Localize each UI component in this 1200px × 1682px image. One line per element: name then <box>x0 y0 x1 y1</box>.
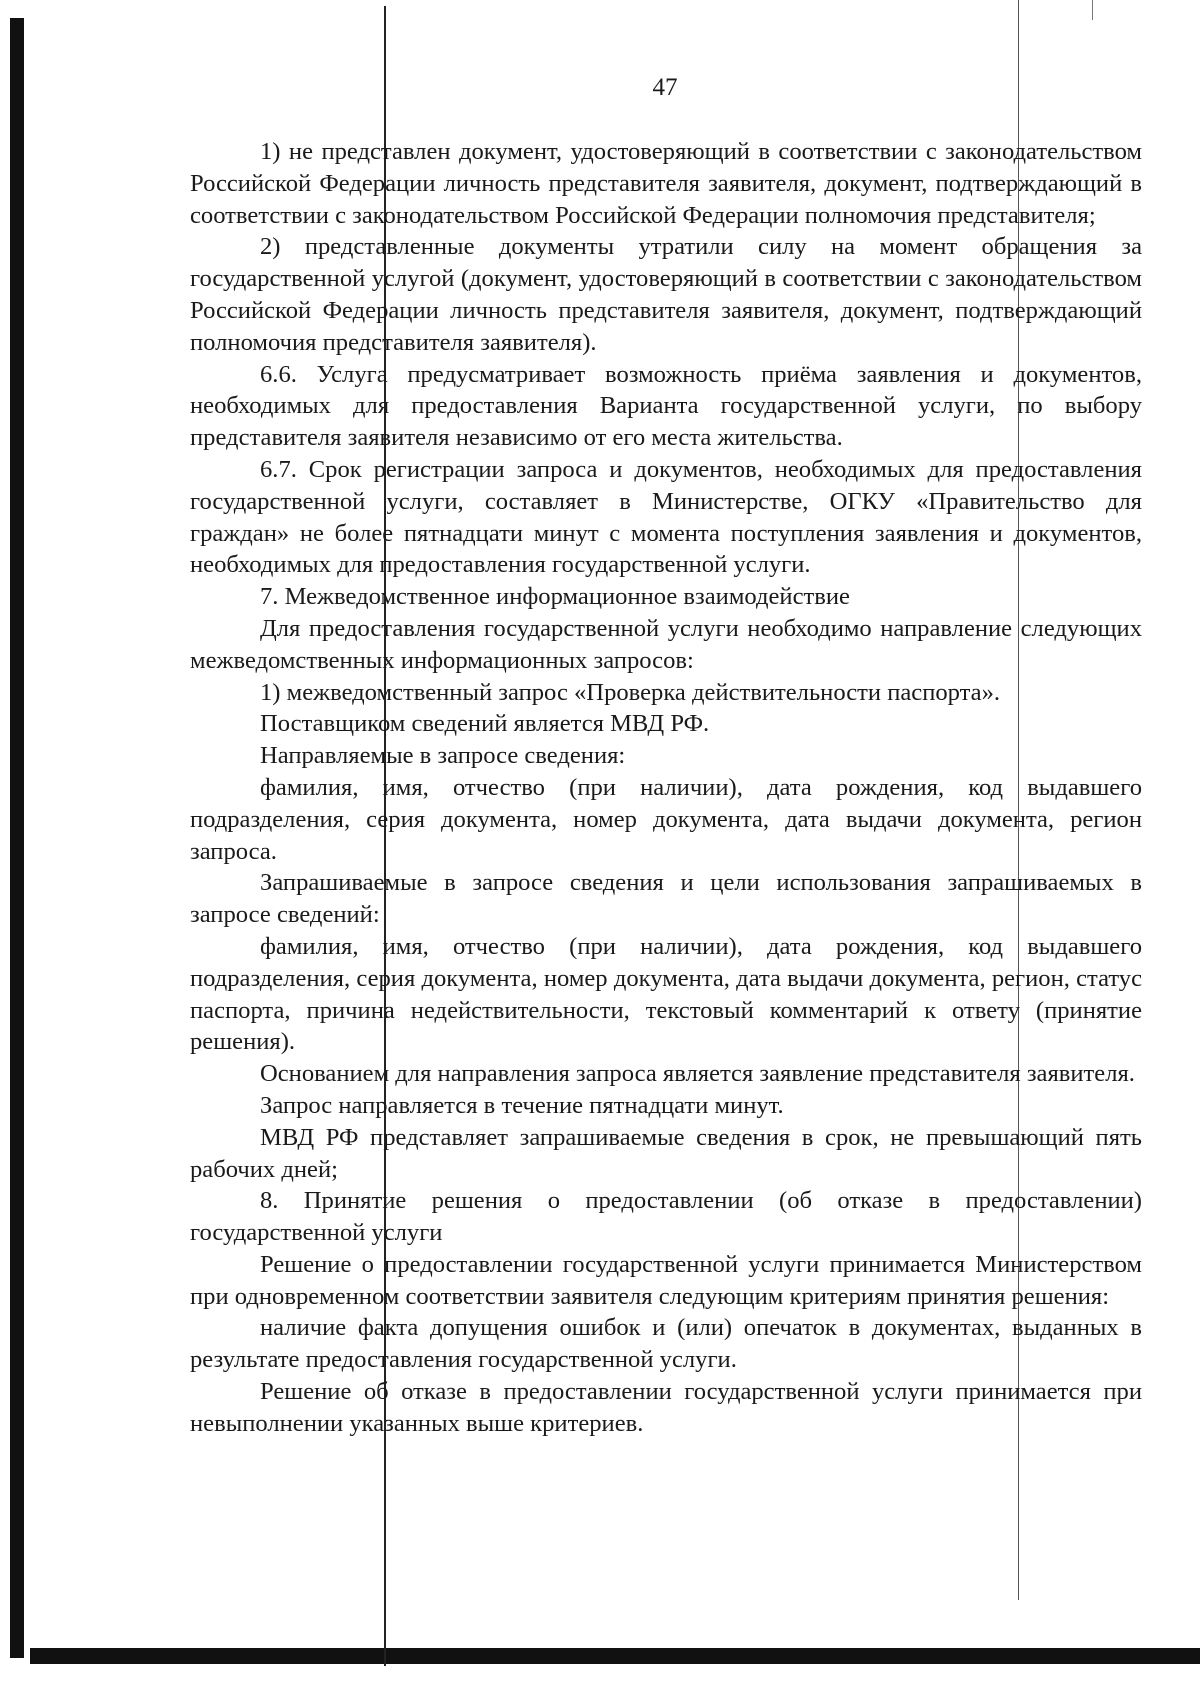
paragraph: 1) межведомственный запрос «Проверка действительности паспорта». <box>260 678 1001 706</box>
paragraph: Основанием для направления запроса является заявление представителя заявителя. <box>260 1060 1135 1088</box>
scan-border-left <box>10 18 24 1658</box>
paragraph: Решение о предоставлении государственной услуги принимается Министерством при одновременном соответствии заявителя следующим критериям принятия решения: <box>190 1250 1142 1310</box>
section-heading: 8. Принятие решения о предоставлении (об отказе в предоставлении) государственной услуги <box>190 1187 1142 1247</box>
paragraph: 6.7. Срок регистрации запроса и документов, необходимых для предоставления государственной услуги, составляет в Министерстве, ОГКУ «Правительство для граждан» не более пятнадцати минут с момента поступления заявления и документов, необходимых для предоставления государственной услуги. <box>190 455 1142 579</box>
section-heading: 7. Межведомственное информационное взаимодействие <box>260 583 850 611</box>
paragraph: 2) представленные документы утратили силу на момент обращения за государственной услугой (документ, удостоверяющий в соответствии с законодательством Российской Федерации личность представителя заявителя, документ, подтверждающий полномочия представителя заявителя). <box>190 233 1142 356</box>
paragraph: фамилия, имя, отчество (при наличии), дата рождения, код выдавшего подразделения, серия документа, номер документа, дата выдачи документа, регион запроса. <box>190 773 1142 865</box>
page-number: 47 <box>652 74 678 101</box>
paragraph: Запрашиваемые в запросе сведения и цели использования запрашиваемых в запросе сведений: <box>190 869 1142 929</box>
paragraph: Поставщиком сведений является МВД РФ. <box>260 710 710 738</box>
paragraph: 6.6. Услуга предусматривает возможность приёма заявления и документов, необходимых для предоставления Варианта государственной услуги, по выбору представителя заявителя независимо от его места жительства. <box>190 360 1142 452</box>
paragraph: Решение об отказе в предоставлении государственной услуги принимается при невыполнении указанных выше критериев. <box>190 1378 1142 1437</box>
paragraph: 1) не представлен документ, удостоверяющий в соответствии с законодательством Российской Федерации личность представителя заявителя, документ, подтверждающий в соответствии с законодательством Российской Федерации полномочия представителя; <box>190 138 1142 229</box>
paragraph: Для предоставления государственной услуги необходимо направление следующих межведомственных информационных запросов: <box>190 614 1142 674</box>
paragraph: Направляемые в запросе сведения: <box>260 742 626 770</box>
document-body <box>190 136 1142 1440</box>
paragraph: МВД РФ представляет запрашиваемые сведения в срок, не превышающий пять рабочих дней; <box>190 1123 1142 1183</box>
paragraph: наличие факта допущения ошибок и (или) опечаток в документах, выданных в результате предоставления государственной услуги. <box>190 1314 1142 1374</box>
scan-border-bottom <box>30 1648 1200 1664</box>
paragraph: Запрос направляется в течение пятнадцати минут. <box>260 1091 784 1119</box>
scan-fold-line <box>1092 0 1093 20</box>
paragraph: фамилия, имя, отчество (при наличии), дата рождения, код выдавшего подразделения, серия документа, номер документа, дата выдачи документа, регион, статус паспорта, причина недействительности, текстовый комментарий к ответу (принятие решения). <box>190 932 1142 1056</box>
